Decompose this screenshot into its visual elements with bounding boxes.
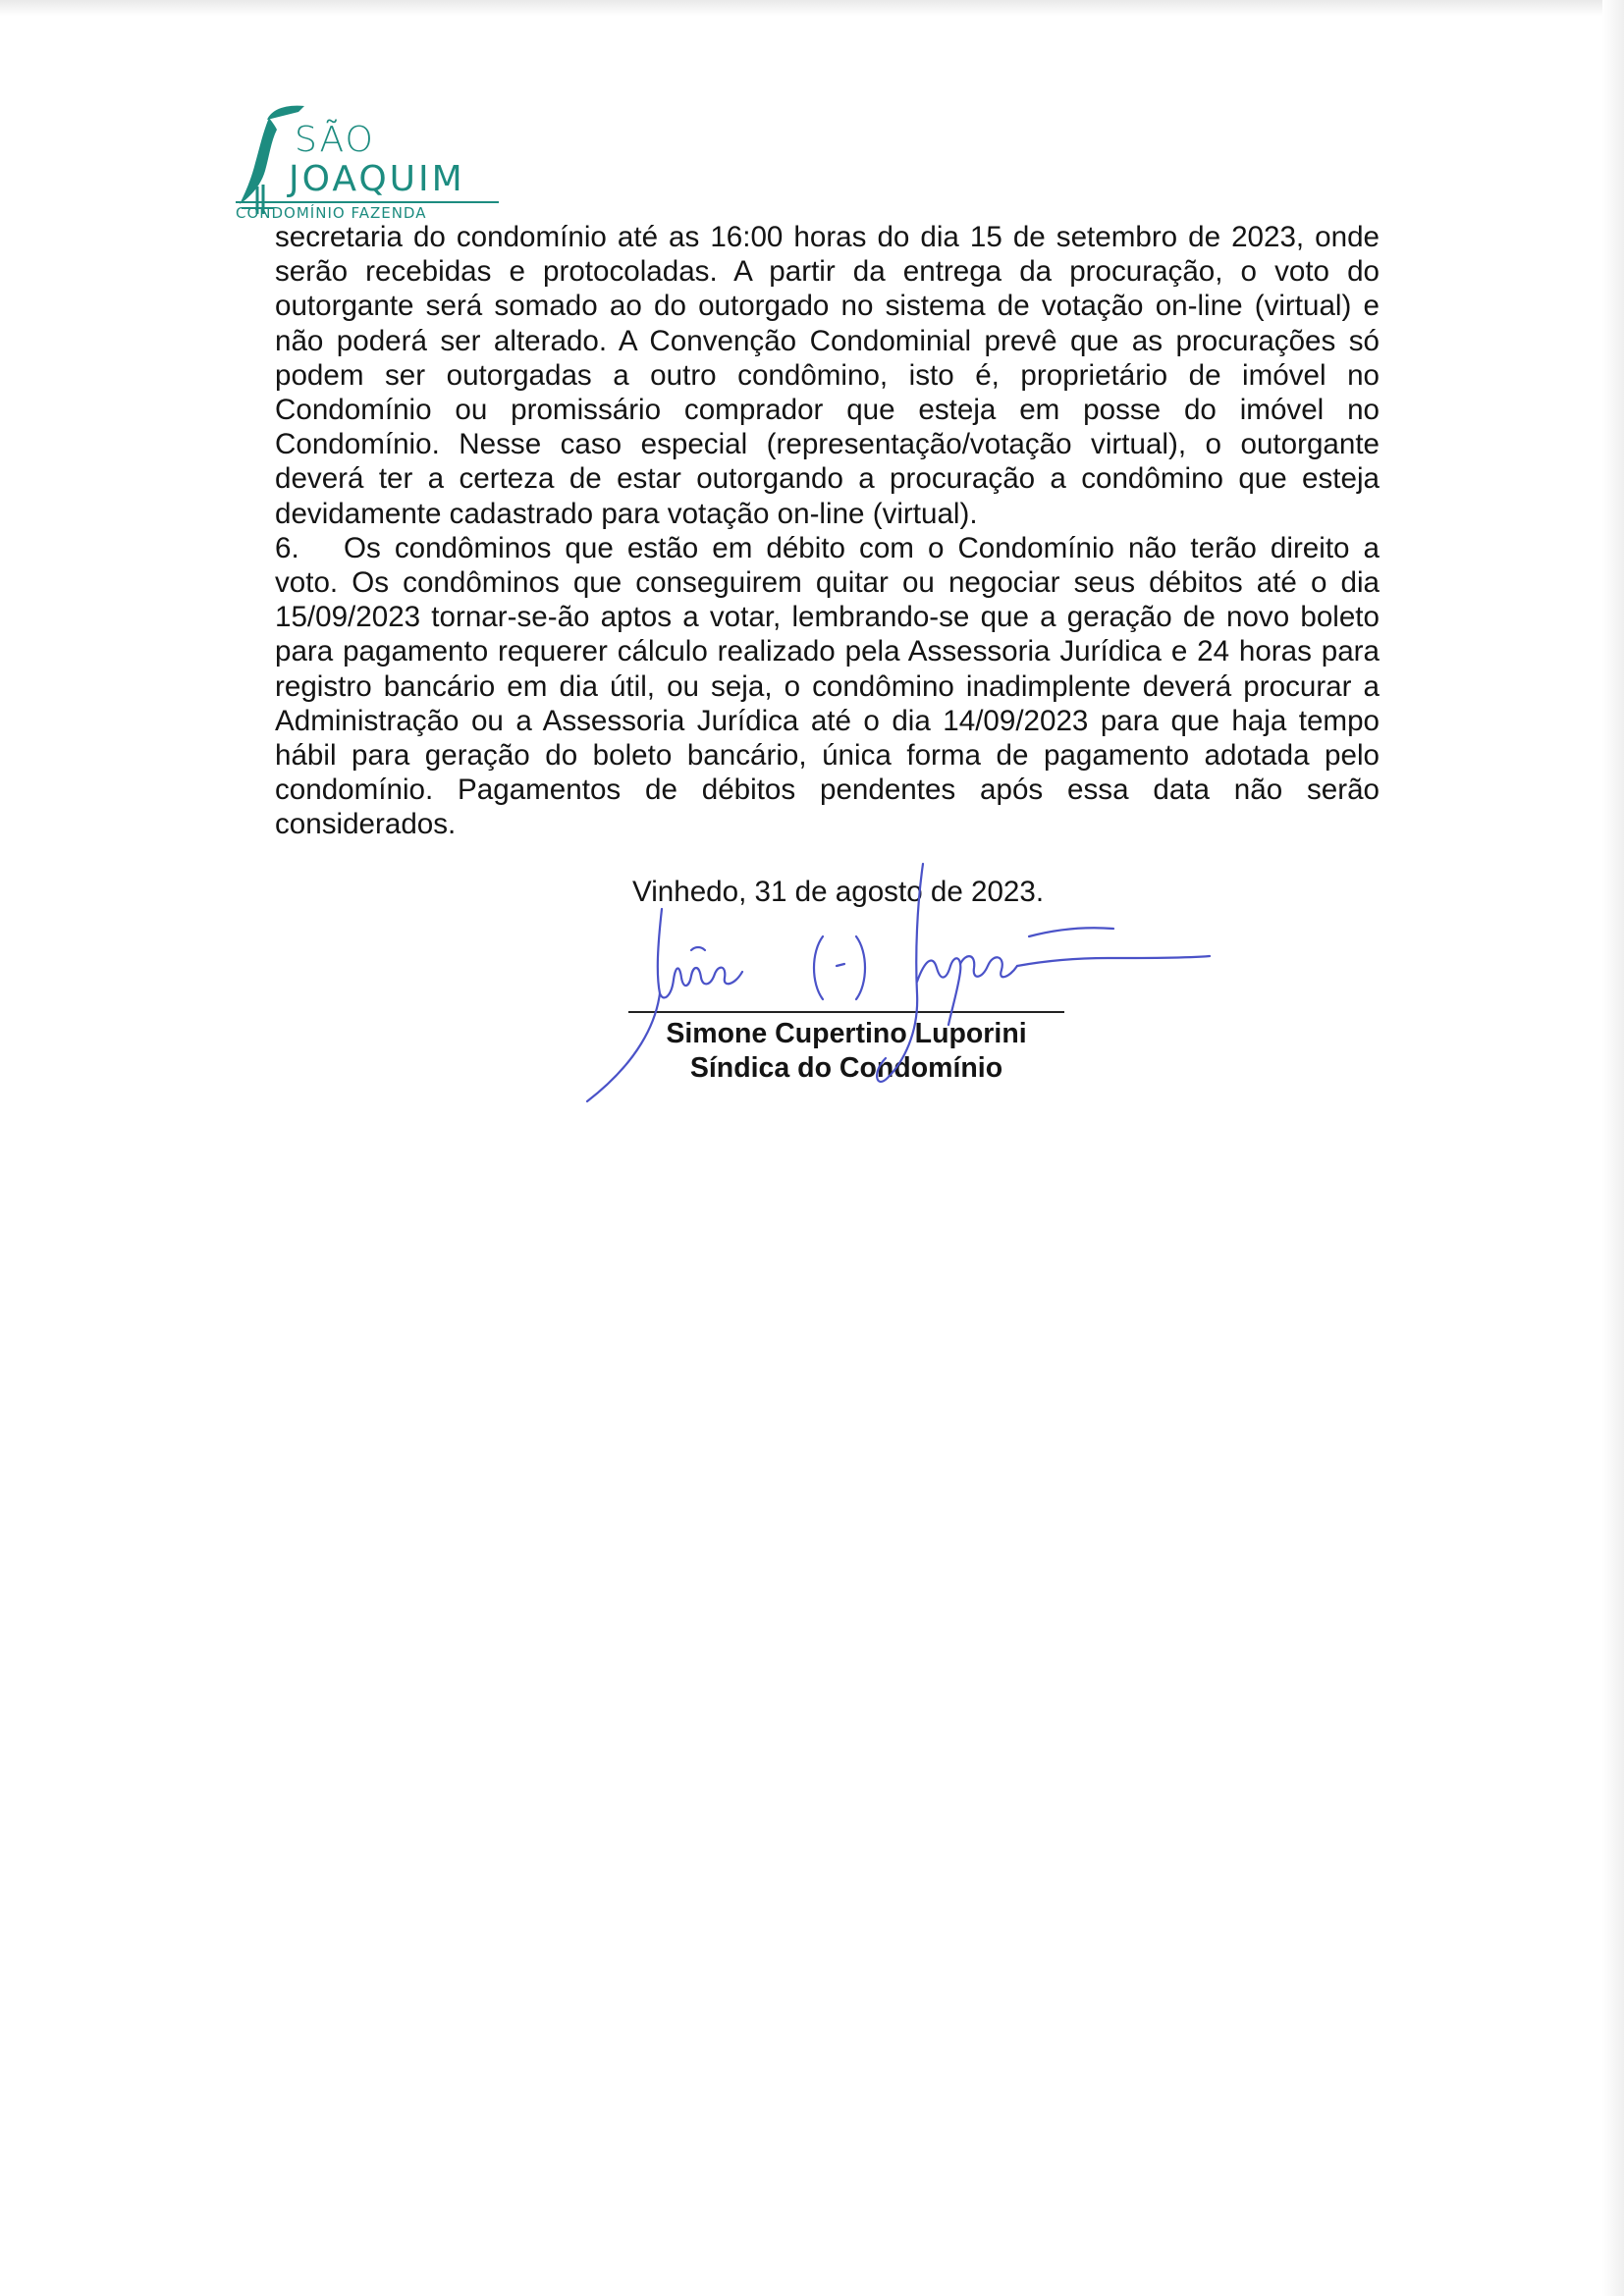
item-6-number: 6. xyxy=(275,531,299,564)
signer-role: Síndica do Condomínio xyxy=(689,1052,1003,1084)
item-6 xyxy=(275,531,1380,842)
paragraph-continuation: secretaria do condomínio até as 16:00 horas do dia 15 de setembro de 2023, onde serão recebidas e protocoladas. A partir da entrega da procuração, o voto do outorgante será somado ao do outorgado no sistema de votação on-line (virtual) e não poderá ser alterado. A Convenção Condominial prevê que as procurações só podem ser outorgadas a outro condômino, isto é, proprietário de imóvel no Condomínio ou promissário comprador que esteja em posse do imóvel no Condomínio. Nesse caso especial (representação/votação virtual), o outorgante deverá ter a certeza de estar outorgando a procuração a condômino que esteja devidamente cadastrado para votação on-line (virtual). xyxy=(275,221,1380,530)
signer-name: Simone Cupertino Luporini xyxy=(666,1018,1027,1049)
scan-top-band xyxy=(0,0,1624,16)
logo-title-line1: SÃO xyxy=(295,120,375,160)
date-line: Vinhedo, 31 de agosto de 2023. xyxy=(632,876,1045,908)
logo-title-line2: JOAQUIM xyxy=(289,159,465,199)
document-body xyxy=(275,220,1380,842)
condominium-logo xyxy=(234,102,505,222)
scan-right-edge xyxy=(1602,0,1624,2296)
item-6-text: Os condôminos que estão em débito com o Condomínio não terão direito a voto. Os condôminos que conseguirem quitar ou negociar seus débitos até o dia 15/09/2023 tornar-se-ão aptos a votar, lembrando-se que a geração de novo boleto para pagamento requerer cálculo realizado pela Assessoria Jurídica e 24 horas para registro bancário em dia útil, ou seja, o condômino inadimplente deverá procurar a Administração ou a Assessoria Jurídica até o dia 14/09/2023 para que haja tempo hábil para geração do boleto bancário, única forma de pagamento adotada pelo condomínio. Pagamentos de débitos pendentes após essa data não serão considerados. xyxy=(275,531,1380,841)
signature-line xyxy=(628,1011,1064,1013)
logo-subtitle: CONDOMÍNIO FAZENDA xyxy=(236,201,499,222)
